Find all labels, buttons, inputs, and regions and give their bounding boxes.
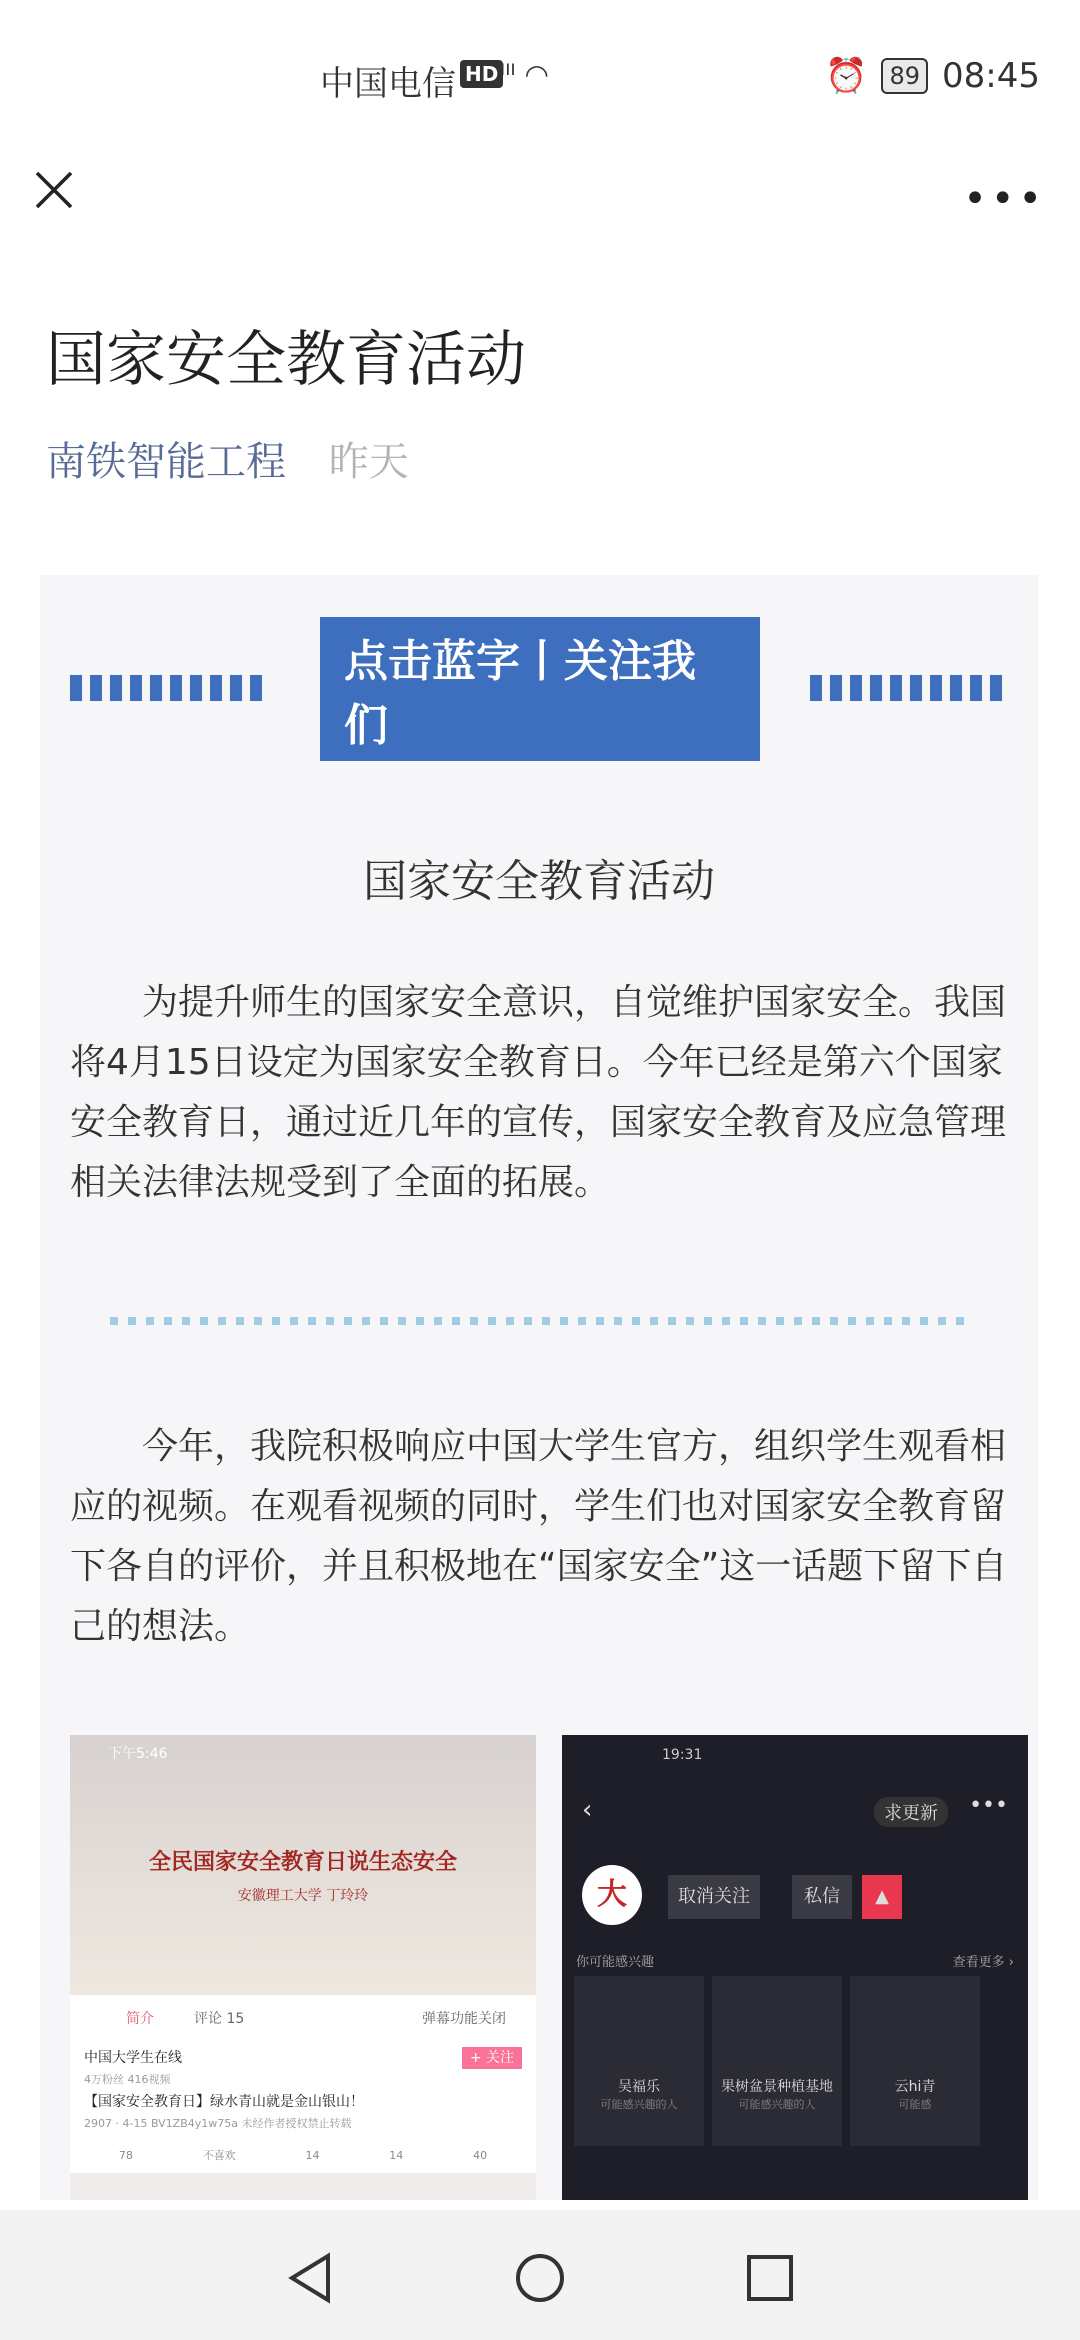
recommend-card: 果树盆景种植基地 可能感兴趣的人 [712,1976,842,2146]
video-subtitle: 安徽理工大学 丁玲玲 [237,1888,369,1904]
clock: 08:45 [942,56,1040,96]
battery-icon: 89 [881,58,928,94]
recommend-header [562,1945,1028,1976]
shot2-nav [562,1775,1028,1845]
system-nav-bar [0,2210,1080,2340]
account-link[interactable]: 南铁智能工程 [46,439,286,485]
hd-badge: HD [460,60,503,88]
recommend-card: 吴福乐 可能感兴趣的人 [574,1976,704,2146]
follow-banner[interactable] [70,635,1010,751]
shot2-time: 19:31 [662,1747,703,1763]
follow-text: 点击蓝字丨关注我们 [320,617,760,761]
coin-count: 14 [305,2149,320,2162]
tab-intro: 简介 [126,2011,154,2027]
article-meta [46,430,409,487]
screenshot-video-page[interactable] [70,1735,536,2200]
close-icon[interactable] [34,170,74,210]
signal-icon: ᴵᴵᴵ ◠ [500,58,549,91]
more-icon[interactable]: ••• [963,176,1046,222]
share-count: 40 [473,2149,488,2162]
like-count: 78 [118,2149,133,2162]
page-title: 国家安全教育活动 [46,325,526,395]
video-name: 【国家安全教育日】绿水青山就是金山银山！ [84,2094,364,2110]
recommend-cards [562,1976,1028,2146]
status-right [825,56,1040,96]
recents-icon[interactable] [740,2248,800,2308]
shot1-time: 下午5:46 [108,1746,168,1762]
update-button: 求更新 [874,1797,948,1827]
article-body [40,575,1038,2200]
tab-comments: 评论 15 [194,2011,245,2027]
video-info [70,2041,536,2173]
alarm-icon: ⏰ [825,56,868,96]
publish-time: 昨天 [328,439,409,485]
unfollow-button: 取消关注 [668,1875,760,1919]
recommend-card: 云hi青 可能感 [850,1976,980,2146]
see-more: 查看更多 › [952,1955,1014,1970]
home-icon[interactable] [510,2248,570,2308]
message-button: 私信 [792,1875,852,1919]
chevron-right-decoration [810,675,1010,701]
dropdown-icon: ▲ [862,1875,902,1919]
chevron-left-decoration [70,675,270,701]
follow-button: + 关注 [462,2047,522,2069]
carrier: 中国电信 [320,64,456,104]
video-tabs [70,1995,536,2041]
channel-logo-icon: 大 [582,1865,642,1925]
recommend-label: 你可能感兴趣 [576,1955,655,1970]
paragraph-1: 为提升师生的国家安全意识，自觉维护国家安全。我国将4月15日设定为国家安全教育日。今年已经是第六个国家安全教育日，通过近几年的宣传，国家安全教育及应急管理相关法律法规受到了全面的拓展。 [70,982,1007,1203]
danmaku-toggle: 弹幕功能关闭 [422,2011,506,2027]
fav-count: 14 [389,2149,404,2162]
status-bar [0,0,1080,150]
more-icon: ••• [969,1793,1008,1818]
screenshot-profile-page[interactable] [562,1735,1028,2200]
shot2-profile [562,1845,1028,1945]
channel-stats: 4万粉丝 416视频 [84,2073,171,2086]
video-title-card: 全民国家安全教育日说生态安全 [148,1850,457,1875]
video-meta: 2907 · 4-15 BV1ZB4y1w75a 未经作者授权禁止转载 [84,2117,352,2130]
dotted-divider [110,1317,970,1325]
back-icon: ‹ [582,1795,593,1825]
dislike-label: 不喜欢 [202,2149,236,2162]
channel-name: 中国大学生在线 [84,2050,182,2066]
back-icon[interactable] [280,2248,340,2308]
video-actions [84,2135,522,2167]
paragraph-2: 今年，我院积极响应中国大学生官方，组织学生观看相应的视频。在观看视频的同时，学生们也对国家安全教育留下各自的评价，并且积极地在“国家安全”这一话题下留下自己的想法。 [70,1426,1008,1647]
video-player [70,1735,536,1995]
section-title: 国家安全教育活动 [363,856,715,907]
follow-box [320,636,760,751]
